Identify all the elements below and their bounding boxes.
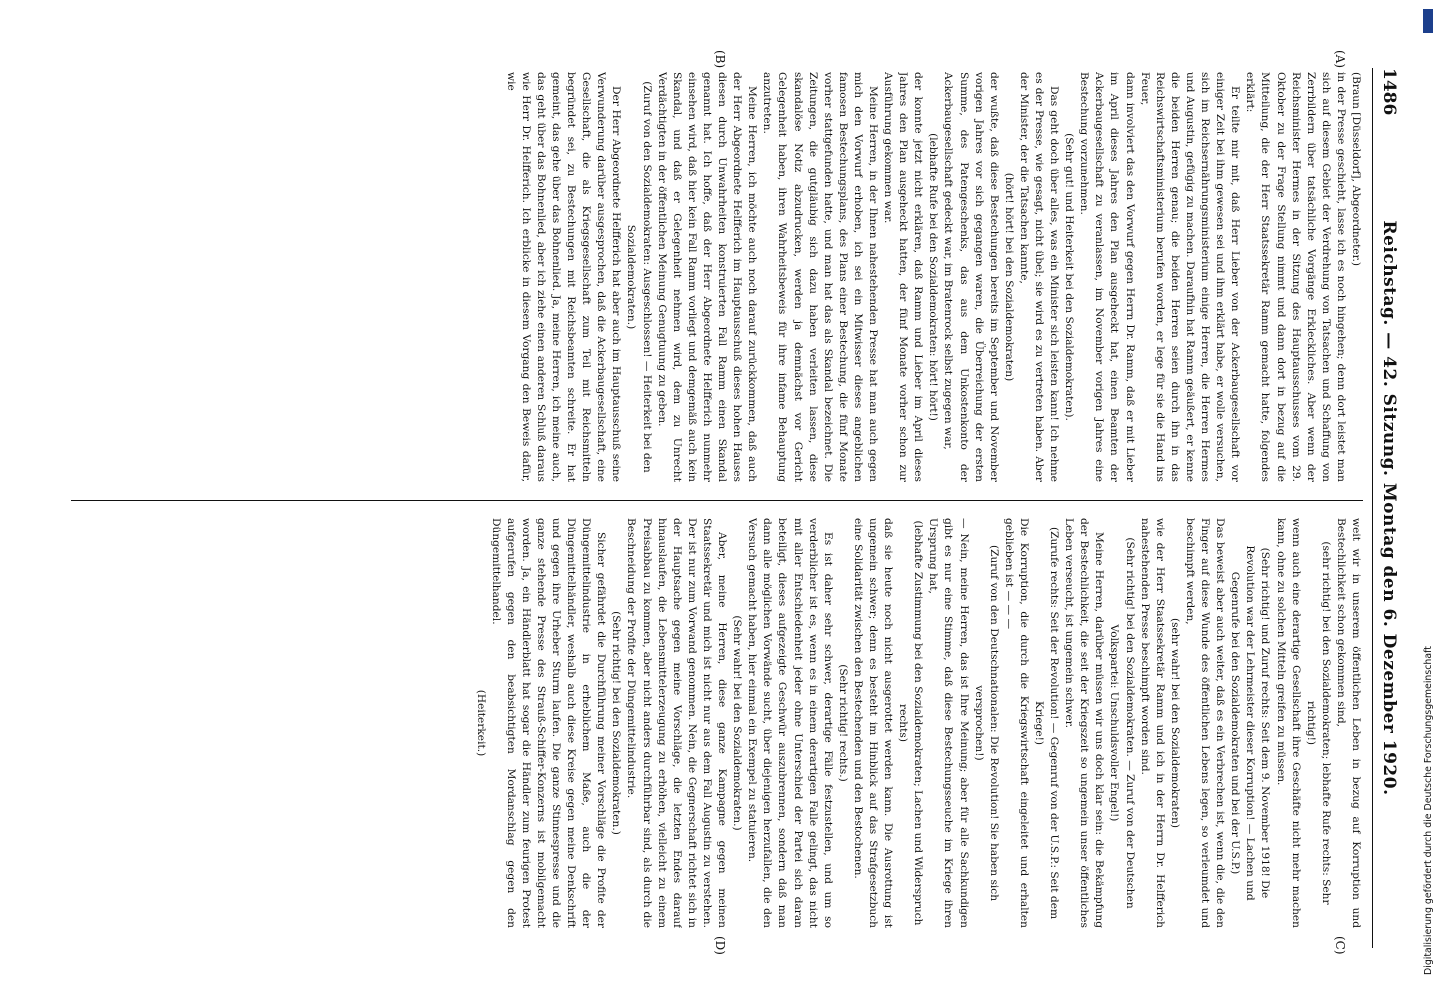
interjection-paragraph: (lebhafte Rufe bei den Sozialdemokraten: hört! hört!) (927, 133, 940, 421)
speech-paragraph: wie der Herr Staatssekretär Ramm und ich in der Herrn Dr. Helfferich nahestehenden Presse beschimpft worden sind. (1138, 518, 1166, 928)
column-divider (71, 500, 1363, 501)
interjection-paragraph: (Sehr richtig! bei den Sozialdemokraten. — Zuruf von der Deutschen Volkspartei: Unschuldsvoller Engel!) (1108, 537, 1136, 909)
speech-paragraph: Aber, meine Herren, diese ganze Kampagne gegen meinen Staatssekretär und mich ist nicht nur aus dem Fall Augustin zu verstehen. Der ist nur zum Vorwand genommen. Nein, die Gegnerschaft richtet sich in der Hauptsache gegen meine Vorschläge, die letzten Endes darauf hinauslaufen, die Lebensmittelerzeugung zu erhöhen, vielleicht zu einem Preisabbau zu kommen, aber nicht anders durchführbar sind, als durch die Beschneidung der Profite der Düngemittelindustrie. (625, 518, 729, 928)
interjection-paragraph: (sehr wahr! bei den Sozialdemokraten) (1168, 617, 1181, 829)
speech-paragraph: in der Presse geschieht, lasse ich es noch hingehen; denn dort leistet man sich auf diesem Gebiet der Verdrehung von Tatsachen und Schaffung von Zerrbildern über tatsächliche Vorgänge Erkleckliches. Aber wenn der Reichsminister Hermes in der Sitzung des Hauptausschusses vom 29. Oktober zu der Frage Stellung nimmt und dann dort in bezug auf die Mitteilung, die der Herr Staatssekretär Ramm gemacht hatte, folgendes erklärt: (1244, 72, 1347, 482)
speech-paragraph: daß sie heute noch nicht ausgerottet werden kann. Die Ausrottung ist ungemein schwer; denn es besteht im Hinblick auf das Strafgesetzbuch eine Solidarität zwischen den Bestechenden und den Bestochenen. (851, 518, 895, 928)
interjection-paragraph: (Sehr wahr! bei den Sozialdemokraten.) (731, 615, 744, 831)
speech-paragraph: Das beweist aber auch weiter, daß es ein Verbrechen ist, wenn die, die den Finger auf diese Wunde des öffentlichen Lebens legen, so verleumdet und beschimpft werden, (1183, 518, 1227, 928)
right-text-column (73, 518, 1363, 928)
interjection-paragraph: (sehr richtig! bei den Sozialdemokraten; lebhafte Rufe rechts: Sehr richtig!) (1304, 541, 1332, 905)
dfg-logo (1422, 8, 1434, 34)
speech-paragraph: Der Herr Abgeordnete Helfferich hat aber auch im Hauptausschuß seine Verwunderung darüber ausgesprochen, daß die Ackerbaugesellschaft, eine Gesellschaft, die als Kriegsgesellschaft zum Teil mit Reichsmitteln begründet sei, zu Bestechungen mit Reichsbeamten schreite. Er hat gemeint, das gehe über das Bohnenlied. Ja, meine Herren, ich meine auch, das geht über das Bohnenlied, aber ich ziehe einen anderen Schluß daraus wie Herr Dr. Helfferich. Ich erblicke in diesem Vorgang den Beweis dafür, wie (504, 72, 623, 482)
digitization-credit (1422, 0, 1434, 1000)
interjection-paragraph: (Zurufe rechts: Seit der Revolution! — Gegenruf von der U.S.P.: Seit dem Kriege!) (1033, 526, 1061, 920)
speech-paragraph: der konnte jetzt nicht erklären, daß Ramm und Lieber im April dieses Jahres den Plan ausgeheckt hatten, der fünf Monate vorher schon zur Ausführung gekommen war. (882, 72, 925, 482)
margin-marker-d: (D) (713, 936, 727, 955)
speech-paragraph: Meine Herren, in der Ihnen nahestehenden Presse hat man auch gegen mich den Vorwurf erhoben, ich sei ein Mitwisser dieses angeblichen famosen Bestechungsplans, des Plans einer Bestechung, die fünf Monate vorher stattgefunden hatte, und man hat das als Skandal bezeichnet. Die Zeitungen, die gutgläubig sich dazu haben verleiten lassen, diese skandalöse Notiz abzudrucken, werden ja demnächst vor Gericht Gelegenheit haben, ihren Wahrheitsbeweis für ihre infame Behauptung anzutreten. (761, 72, 879, 482)
credit-text: Digitalisierung gefördert durch die Deutsche Forschungsgemeinschaft (1423, 646, 1434, 975)
speech-paragraph: Die Korruption, die durch die Kriegswirtschaft eingeleitet und erhalten geblieben ist — — — (1002, 518, 1030, 928)
interjection-paragraph: (Zuruf von den Deutschnationalen: Die Revolution! Sie haben sich versprochen!) (972, 544, 1000, 902)
margin-marker-a: (A) (1333, 50, 1347, 69)
speech-paragraph: weit wir in unserem öffentlichen Leben in bezug auf Korruption und Bestechlichkeit schon gekommen sind, (1334, 518, 1362, 928)
speech-paragraph: — Nein, meine Herren, das ist Ihre Meinung; aber für alle Sachkundigen gibt es nur eine Stimme, daß diese Bestechungsseuche im Kriege ihren Ursprung hat, (927, 518, 970, 928)
left-text-column (73, 72, 1363, 482)
running-title: Reichstag. — 42. Sitzung. Montag den 6. Dezember 1920. (1379, 220, 1399, 796)
interjection-paragraph: (hört! hört! bei den Sozialdemokraten) (1002, 172, 1015, 382)
speech-paragraph: Meine Herren, ich möchte auch noch darauf zurückkommen, daß auch der Herr Abgeordnete Helfferich im Hauptausschuß dieses hohen Hauses diesen durch Unwahrheiten konstruierten Fall Ramm einen Skandal genannt hat. Ich hoffe, daß der Herr Abgeordnete Helfferich nunmehr einsehen wird, daß hier kein Fall Ramm vorliegt und demgemäß auch kein Skandal, und daß er Gelegenheit nehmen wird, dem zu Unrecht Verdächtigten in der öffentlichen Meinung Genugtuung zu geben. (655, 72, 759, 482)
interjection-paragraph: (Heiterkeit.) (474, 689, 487, 757)
page-number: 1486 (1379, 68, 1399, 116)
margin-marker-c: (C) (1333, 936, 1347, 955)
speech-paragraph: Es ist daher sehr schwer, derartige Fälle festzustellen, und um so verderblicher ist es, wenn es in einem derartigen Falle gelingt, das nicht mit aller Entschiedenheit jeder ohne Unterschied der Partei sich daran beteiligt, dieses aufgezeigte Geschwür auszubrennen, sondern daß man dann alle möglichen Vorwände sucht, über diejenigen herzufallen, die den Versuch gemacht haben, hier einmal ein Exempel zu statuieren. (746, 518, 834, 928)
printed-page (62, 48, 1407, 968)
speech-paragraph: Er teilte mir mit, daß Herr Lieber von der Ackerbaugesellschaft vor einiger Zeit bei ihm gewesen sei und ihm erklärt habe, er wolle versuchen, sich im Reichsernährungsministerium einige Herren, die Herren Hermes und Augustin, gefügig zu machen. Daraufhin hat Ramm geäußert, er kenne die beiden Herren genau; die beiden Herren seien durch ihn in das Reichswirtschaftsministerium berufen worden, er lege für sie die Hand ins Feuer, (1138, 72, 1242, 482)
speech-paragraph: Das geht doch über alles, was ein Minister sich leisten kann! Ich nehme es der Presse, wie gesagt, nicht übel; sie wird es zu vertreten haben. Aber der Minister, der die Tatsachen kannte, (1017, 72, 1061, 482)
interjection-paragraph: (Sehr richtig! und Zuruf rechts: Seit dem 9. November 1918! Die Revolution war der Lehrmeister dieser Korruption! — Lachen und Gegenrufe bei den Sozialdemokraten und bei der U.S.P.) (1229, 545, 1272, 901)
interjection-paragraph: (Sehr richtig! bei den Sozialdemokraten.) (610, 611, 623, 835)
speech-paragraph: der wußte, daß diese Bestechungen bereits im September und November vorigen Jahres vor sich gegangen waren, die Überreichung der ersten Summe, des Patengeschenks, das aus dem Unkostenkonto der Ackerbaugesellschaft gedeckt war, im Bratenrock selbst zugegen war, (942, 72, 1000, 482)
speech-paragraph: Sicher gefährdet die Durchführung meiner Vorschläge die Profite der Düngemittelindustrie in erheblichem Maße, auch die der Düngemittelhändler, weshalb auch diese Kreise gegen meine Denkschrift und gegen ihre Urheber Sturm laufen. Die ganze Stinnespresse und die ganze stehende Presse des Strauß-Schiffer-Konzerns ist mobilgemacht worden. Ja, ein Händlerblatt hat sogar die Händler zum feurigen Protest aufgerufen gegen den beabsichtigten Mordanschlag gegen den Düngemittelhandel. (489, 518, 608, 928)
speech-paragraph: dann involviert das den Vorwurf gegen Herrn Dr. Ramm, daß er mit Lieber im April dieses Jahres den Plan ausgeheckt hat, einen Beamten der Ackerbaugesellschaft zu veranlassen, im November vorigen Jahres eine Bestechung vorzunehmen. (1078, 72, 1136, 482)
interjection-paragraph: (Sehr gut! und Heiterkeit bei den Sozialdemokraten). (1063, 133, 1076, 421)
page-header (1372, 68, 1401, 948)
margin-marker-b: (B) (713, 50, 727, 69)
interjection-paragraph: (Sehr richtig! rechts.) (836, 664, 849, 782)
speech-paragraph: Meine Herren, darüber müssen wir uns doch klar sein: die Bekämpfung der Bestechlichkeit, die seit der Kriegszeit so ungemein unser öffentliches Leben verseucht, ist ungemein schwer. (1063, 518, 1106, 928)
interjection-paragraph: (lebhafte Zustimmung bei den Sozialdemokraten; Lachen und Widerspruch rechts) (897, 520, 925, 926)
speech-paragraph: (Braun [Düsseldorf], Abgeordneter.) (1350, 72, 1362, 267)
speech-paragraph: wenn auch eine derartige Gesellschaft ihre Geschäfte nicht mehr machen kann, ohne zu solchen Mitteln greifen zu müssen. (1274, 518, 1302, 928)
interjection-paragraph: (Zuruf von den Sozialdemokraten: Ausgeschlossen! — Heiterkeit bei den Sozialdemokraten.) (625, 81, 653, 473)
